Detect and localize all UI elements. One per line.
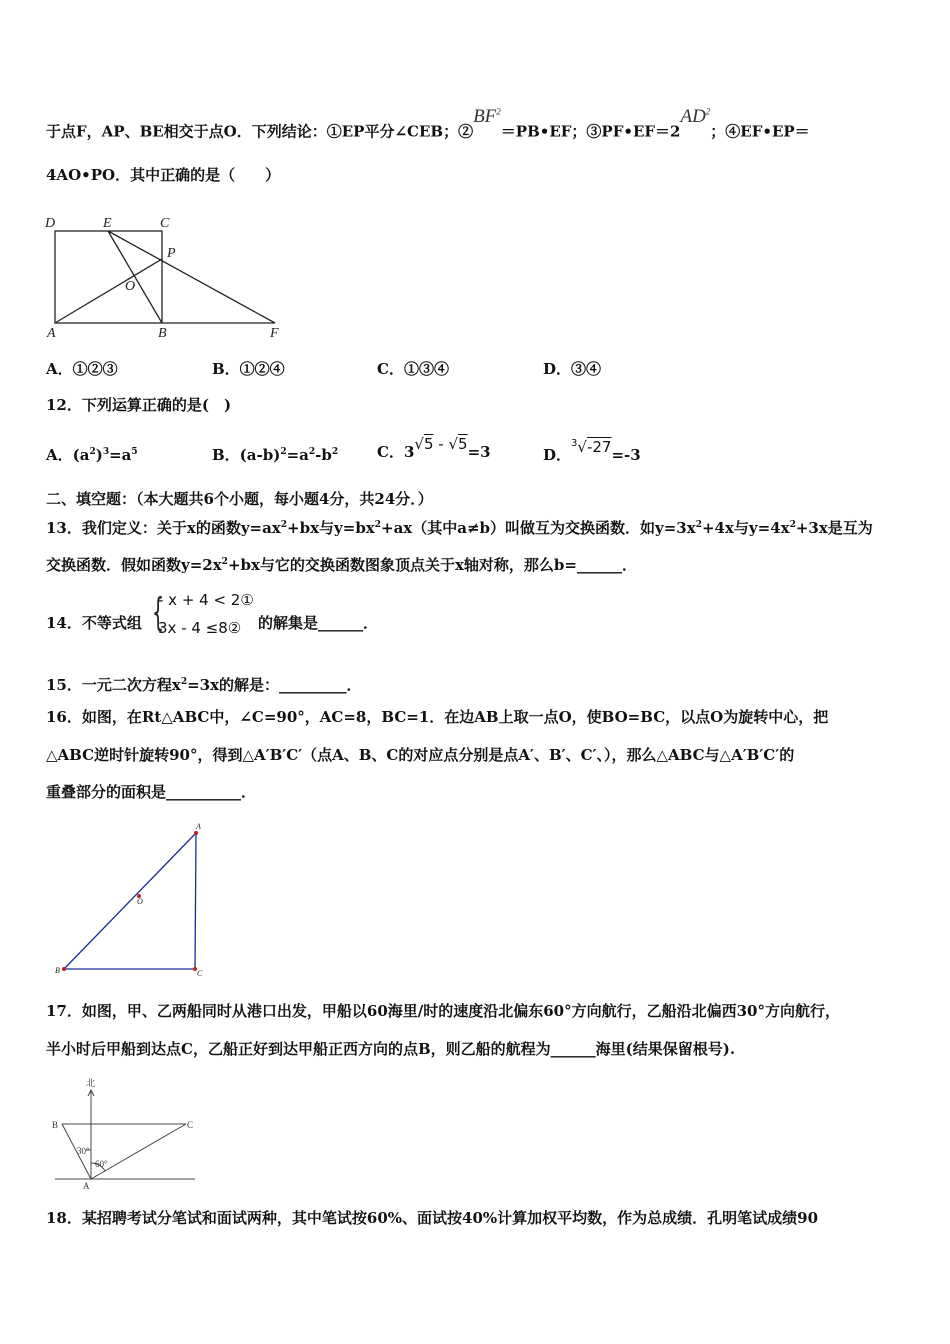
q17-line2: 半小时后甲船到达点C，乙船正好到达甲船正西方向的点B，则乙船的航程为______海里(结果保留根号).: [46, 1040, 736, 1058]
label-c3: C: [187, 1120, 194, 1130]
side-ab: [64, 833, 196, 969]
label-c2: C: [197, 969, 203, 978]
label-a: A: [47, 326, 56, 341]
label-b: B: [158, 326, 167, 341]
q18-line1: 18．某招聘考试分笔试和面试两种，其中笔试按60%、面试按40%计算加权平均数，作为总成绩．孔明笔试成绩90: [46, 1209, 819, 1227]
segment-eb: [108, 231, 162, 323]
q11-option-a: A．①②③: [46, 360, 118, 378]
label-a2: A: [196, 822, 201, 831]
q11-text-b: ＝PB•EF；③PF•EF＝2: [500, 122, 681, 141]
label-b3: B: [52, 1120, 59, 1130]
label-30deg: 30°: [77, 1146, 90, 1156]
q11-line2: 4AO•PO．其中正确的是（ ）: [46, 166, 281, 184]
side-ac: [195, 833, 196, 969]
segment-ap: [55, 259, 162, 323]
q12-stem: 12．下列运算正确的是( ): [46, 396, 232, 414]
point-a: [194, 831, 198, 835]
q14-equation-1: - x + 4 < 2①: [158, 591, 254, 609]
label-o: O: [125, 279, 136, 294]
q16-line3: 重叠部分的面积是__________．: [46, 783, 257, 801]
label-b2: B: [55, 966, 60, 975]
label-north: 北: [86, 1078, 96, 1088]
q11-text-a: 于点F，AP、BE相交于点O．下列结论：①EP平分∠CEB；②: [46, 122, 474, 141]
q16-line2: △ABC逆时针旋转90°，得到△A′B′C′（点A、B、C的对应点分别是点A′、B′、C′、），那么△ABC与△A′B′C′的: [46, 746, 795, 764]
label-a3: A: [83, 1181, 90, 1191]
q11-option-d: D．③④: [543, 360, 602, 378]
label-d: D: [45, 216, 56, 231]
label-c: C: [160, 216, 170, 231]
q12-option-a: A．$(a^2)^3=a^5$: [46, 446, 138, 464]
q13-line2: 交换函数．假如函数$y=2x^2+bx$与它的交换函数图象顶点关于x轴对称，那么b=______．: [46, 556, 637, 574]
q12-option-d: D．$^3$√-27=-3: [543, 438, 641, 464]
q13-line1: 13．我们定义：关于x的函数$y=ax^2+bx$与$y=bx^2+ax$（其中a≠b）叫做互为交换函数．如$y=3x^2+4x$与$y=4x^2+3x$是互为: [46, 519, 873, 537]
q11-option-c: C．①③④: [377, 360, 449, 378]
q14-equation-2: 3x - 4 ≤8②: [158, 619, 242, 637]
q14-post: 的解集是______．: [258, 614, 379, 632]
label-e: E: [103, 216, 112, 231]
label-60deg: 60°: [95, 1159, 108, 1169]
q14-brace: {: [152, 590, 165, 634]
q11-bf-squared: $BF^2$: [473, 106, 501, 128]
q15-text: 15．一元二次方程$x^2=3x$的解是：_________．: [46, 676, 362, 694]
q11-option-b: B．①②④: [212, 360, 285, 378]
q14-pre: 14．不等式组: [46, 614, 142, 632]
q11-text-c: ；④EF•EP＝: [710, 122, 810, 141]
q11-ad-squared: $AD^2$: [680, 106, 711, 128]
q17-figure: [55, 1090, 195, 1179]
label-f: F: [270, 326, 279, 341]
section-2-heading: 二、填空题：（本大题共6个小题，每小题4分，共24分．）: [46, 490, 433, 508]
q16-line1: 16．如图，在Rt△ABC中，∠C=90°，AC=8，BC=1．在边AB上取一点O，使BO=BC，以点O为旋转中心，把: [46, 708, 829, 726]
q12-option-c: C．3√5 - √5=3: [377, 435, 491, 461]
q16-figure: [64, 833, 196, 969]
q17-line1: 17．如图，甲、乙两船同时从港口出发，甲船以60海里/时的速度沿北偏东60°方向航行，乙船沿北偏西30°方向航行，: [46, 1002, 840, 1020]
label-p: P: [167, 246, 176, 261]
point-b: [62, 967, 66, 971]
label-o2: O: [137, 897, 143, 906]
rectangle-abcd: [55, 231, 162, 323]
q11-figure: [55, 231, 275, 323]
q12-option-b: B．$(a-b)^2=a^2-b^2$: [212, 446, 339, 464]
